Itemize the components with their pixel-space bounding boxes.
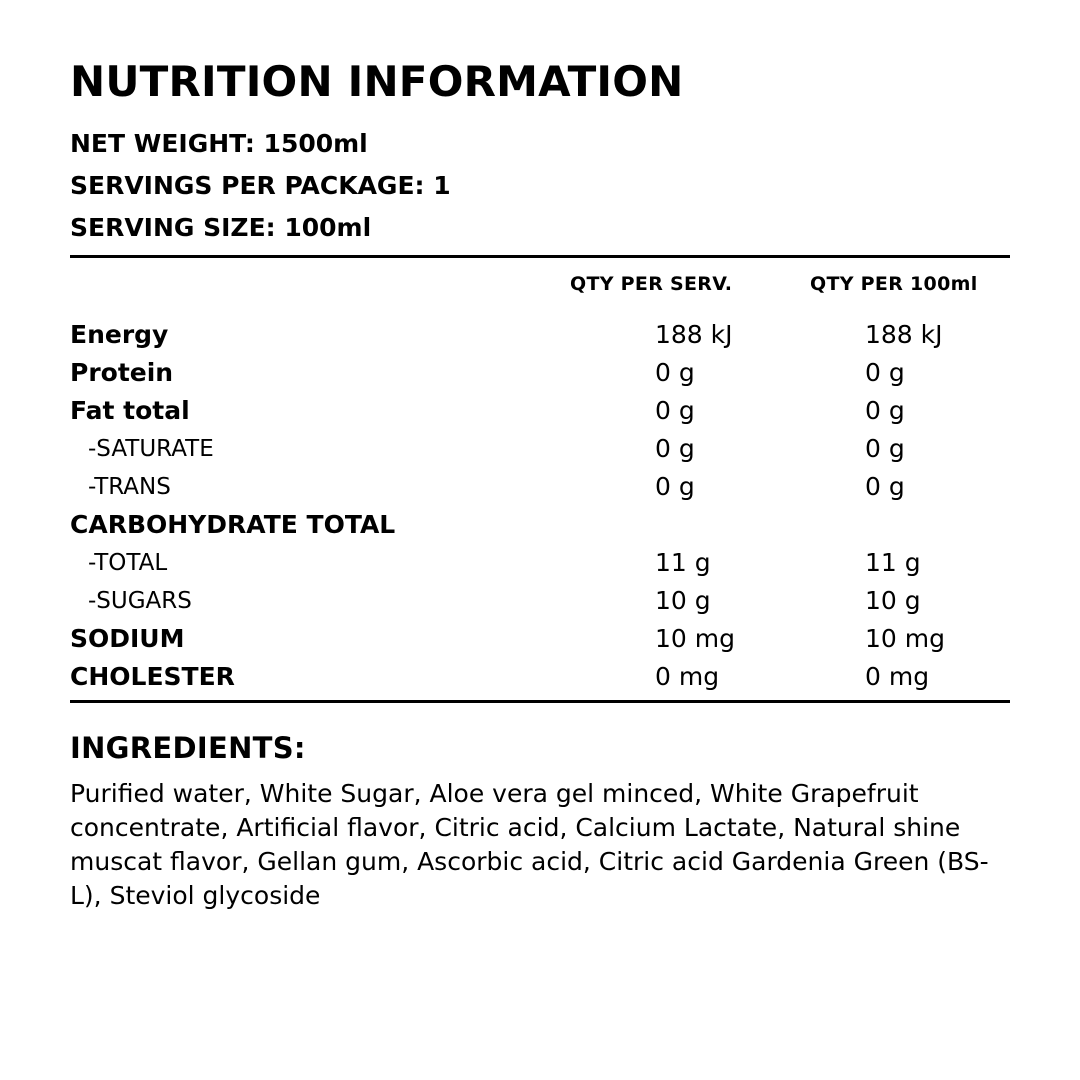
value-per-serving: 11 g <box>655 548 711 577</box>
nutrition-panel <box>70 52 1010 913</box>
value-per-100ml: 10 g <box>865 586 921 615</box>
value-per-serving: 0 g <box>655 358 695 387</box>
value-per-serving: 10 mg <box>655 624 735 653</box>
row-label: Fat total <box>70 396 190 425</box>
value-per-100ml: 0 mg <box>865 662 930 691</box>
row-label: -TRANS <box>88 474 171 500</box>
value-per-serving: 0 g <box>655 434 695 463</box>
table-row-sugars <box>70 582 1010 620</box>
row-label: CHOLESTER <box>70 662 235 691</box>
value-per-serving: 0 g <box>655 472 695 501</box>
serving-size: SERVING SIZE: 100ml <box>70 213 372 242</box>
value-per-100ml: 0 g <box>865 358 905 387</box>
net-weight: NET WEIGHT: 1500ml <box>70 129 368 158</box>
ingredients-heading: INGREDIENTS: <box>70 731 306 765</box>
table-row-energy <box>70 316 1010 354</box>
value-per-100ml: 0 g <box>865 396 905 425</box>
row-label: SODIUM <box>70 624 185 653</box>
value-per-100ml: 11 g <box>865 548 921 577</box>
row-label: -TOTAL <box>88 550 168 576</box>
value-per-100ml: 0 g <box>865 472 905 501</box>
table-row-cholester <box>70 658 1010 696</box>
value-per-serving: 10 g <box>655 586 711 615</box>
value-per-100ml: 0 g <box>865 434 905 463</box>
row-label: CARBOHYDRATE TOTAL <box>70 510 396 539</box>
row-label: -SATURATE <box>88 436 214 462</box>
table-row-fat-total <box>70 392 1010 430</box>
table-row-sodium <box>70 620 1010 658</box>
table-row-trans <box>70 468 1010 506</box>
table-row-carbohydrate-total <box>70 506 1010 544</box>
package-info <box>70 123 1010 249</box>
table-row-carb-total <box>70 544 1010 582</box>
column-header-per-serving: QTY PER SERV. <box>570 273 733 295</box>
nutrition-table <box>70 306 1010 700</box>
value-per-100ml: 10 mg <box>865 624 945 653</box>
column-header-per-100ml: QTY PER 100ml <box>810 273 978 295</box>
value-per-serving: 0 mg <box>655 662 720 691</box>
value-per-serving: 0 g <box>655 396 695 425</box>
row-label: Protein <box>70 358 174 387</box>
table-row-saturate <box>70 430 1010 468</box>
table-header <box>70 258 1010 306</box>
row-label: Energy <box>70 320 169 349</box>
bottom-divider <box>70 700 1010 703</box>
row-label: -SUGARS <box>88 588 192 614</box>
value-per-serving: 188 kJ <box>655 320 733 349</box>
servings-per-package: SERVINGS PER PACKAGE: 1 <box>70 171 451 200</box>
page-title: NUTRITION INFORMATION <box>70 57 684 106</box>
value-per-100ml: 188 kJ <box>865 320 943 349</box>
ingredients-list: Purified water, White Sugar, Aloe vera gel minced, White Grapefruit concentrate, Artificial flavor, Citric acid, Calcium Lactate, Natural shine muscat flavor, Gellan gum, Ascorbic acid, Citric acid Gardenia Green (BS-L), Steviol glycoside <box>70 779 989 910</box>
table-row-protein <box>70 354 1010 392</box>
